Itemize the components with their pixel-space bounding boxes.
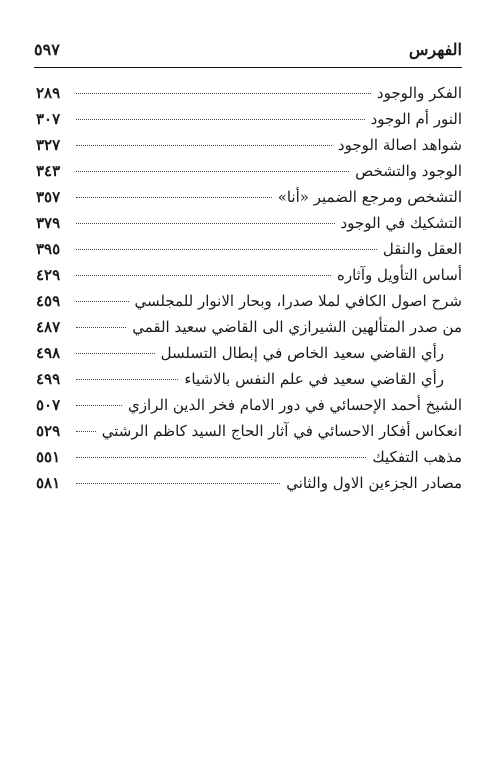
- toc-dot-leader: [76, 171, 349, 172]
- toc-dot-leader: [76, 457, 366, 458]
- toc-entry: [36, 422, 462, 448]
- toc-entry-page: ٣٤٣: [36, 162, 61, 180]
- toc-entry-page: ٥٢٩: [36, 422, 61, 440]
- toc-entry-title: انعكاس أفكار الاحسائي في آثار الحاج السيد كاظم الرشتي: [101, 422, 462, 440]
- page-header: [34, 36, 462, 62]
- toc-dot-leader: [76, 223, 335, 224]
- toc-entry-title: العقل والنقل: [382, 240, 462, 258]
- header-rule: [34, 67, 462, 68]
- toc-entry: [36, 396, 462, 422]
- toc-entry-page: ٥٨١: [36, 474, 61, 492]
- toc-entry: [36, 318, 462, 344]
- toc-entry: [36, 188, 462, 214]
- toc-entry-title: التشخص ومرجع الضمير «أنا»: [277, 188, 462, 206]
- toc-entry-page: ٣٧٩: [36, 214, 61, 232]
- toc-dot-leader: [76, 93, 371, 94]
- toc-entry: [36, 110, 462, 136]
- toc-entry-title: الوجود والتشخص: [355, 162, 462, 180]
- running-title: الفهرس: [408, 39, 462, 59]
- toc-entry: [36, 448, 462, 474]
- toc-entry-page: ٣٠٧: [36, 110, 61, 128]
- toc-entry: [36, 84, 462, 110]
- toc-dot-leader: [76, 431, 96, 432]
- toc-entry-page: ٣٢٧: [36, 136, 61, 154]
- toc-entry-page: ٤٩٨: [36, 344, 61, 362]
- toc-entry: [36, 370, 462, 396]
- toc-entry-title: النور أم الوجود: [370, 110, 462, 128]
- toc-entry: [36, 344, 462, 370]
- toc-dot-leader: [76, 119, 365, 120]
- toc-entry: [36, 474, 462, 500]
- toc-entry: [36, 136, 462, 162]
- toc-dot-leader: [76, 405, 122, 406]
- toc-entry-title: رأي القاضي سعيد في علم النفس بالاشياء: [184, 370, 444, 388]
- toc-entry-title: مذهب التفكيك: [372, 448, 462, 466]
- toc-entry: [36, 266, 462, 292]
- toc-entry-page: ٢٨٩: [36, 84, 61, 102]
- toc-entry: [36, 240, 462, 266]
- toc-entry-page: ٣٩٥: [36, 240, 61, 258]
- toc-entry-page: ٤٥٩: [36, 292, 61, 310]
- toc-dot-leader: [76, 145, 332, 146]
- table-of-contents: [36, 84, 462, 500]
- toc-entry-title: الفكر والوجود: [376, 84, 462, 102]
- toc-dot-leader: [76, 275, 331, 276]
- toc-dot-leader: [76, 353, 155, 354]
- toc-dot-leader: [76, 249, 377, 250]
- toc-entry-page: ٤٨٧: [36, 318, 61, 336]
- toc-entry-title: أساس التأويل وآثاره: [336, 266, 462, 284]
- toc-entry-title: شواهد اصالة الوجود: [337, 136, 462, 154]
- toc-dot-leader: [76, 301, 129, 302]
- toc-entry-title: التشكيك في الوجود: [340, 214, 462, 232]
- page-number: ٥٩٧: [34, 39, 60, 59]
- toc-entry: [36, 292, 462, 318]
- toc-entry-title: شرح اصول الكافي لملا صدرا، وبحار الانوار للمجلسي: [134, 292, 462, 310]
- toc-entry-page: ٤٢٩: [36, 266, 61, 284]
- toc-entry: [36, 214, 462, 240]
- toc-entry-title: من صدر المتألهين الشيرازي الى القاضي سعيد القمي: [132, 318, 462, 336]
- toc-entry-page: ٥٠٧: [36, 396, 61, 414]
- toc-entry-title: مصادر الجزءين الاول والثاني: [286, 474, 462, 492]
- toc-dot-leader: [76, 197, 272, 198]
- toc-dot-leader: [76, 483, 280, 484]
- toc-entry-page: ٣٥٧: [36, 188, 61, 206]
- toc-dot-leader: [76, 327, 126, 328]
- toc-entry: [36, 162, 462, 188]
- toc-entry-title: الشيخ أحمد الإحسائي في دور الامام فخر الدين الرازي: [127, 396, 462, 414]
- toc-entry-page: ٥٥١: [36, 448, 61, 466]
- toc-entry-title: رأي القاضي سعيد الخاص في إبطال التسلسل: [160, 344, 444, 362]
- toc-entry-page: ٤٩٩: [36, 370, 61, 388]
- toc-dot-leader: [76, 379, 178, 380]
